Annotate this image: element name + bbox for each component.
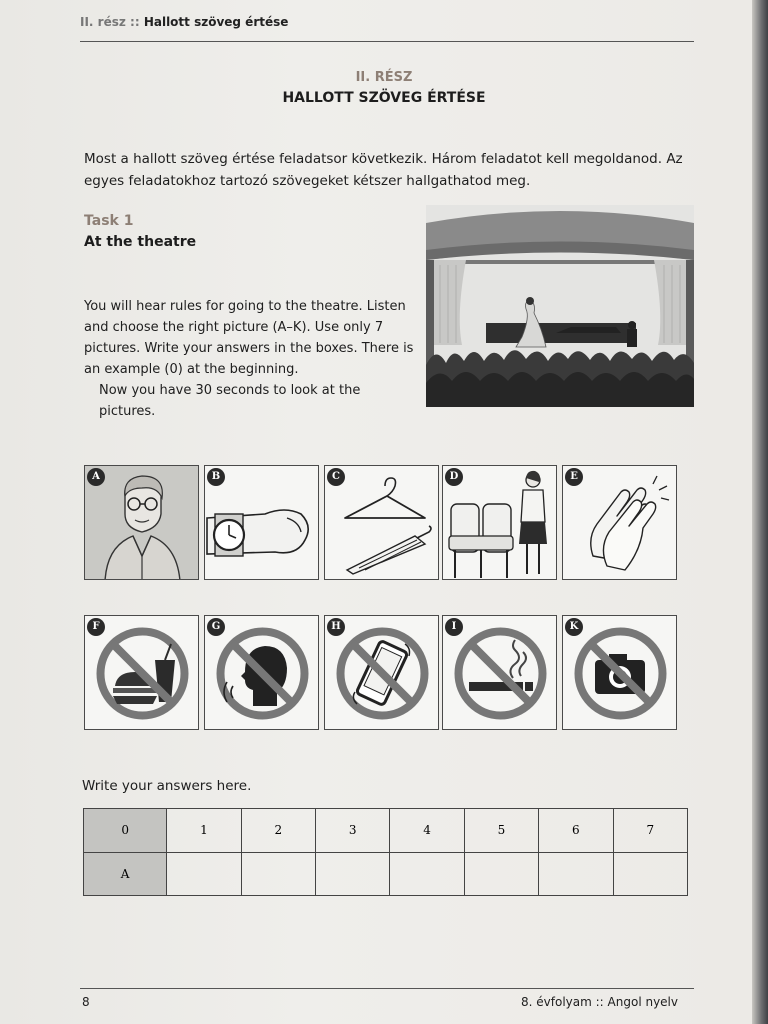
answer-numbers-row (84, 809, 688, 853)
answer-number-cell: 3 (316, 809, 390, 853)
theatre-illustration (426, 205, 694, 407)
footer-rule (80, 988, 694, 989)
picture-letter: D (445, 468, 463, 486)
header-title: Hallott szöveg értése (143, 15, 289, 29)
header-section: II. rész (80, 15, 126, 29)
picture-letter: H (327, 618, 345, 636)
task-title: At the theatre (84, 234, 197, 250)
part-title: HALLOTT SZÖVEG ÉRTÉSE (282, 90, 486, 106)
answer-number-cell: 1 (167, 809, 241, 853)
picture-letter: A (87, 468, 105, 486)
task-instructions (84, 296, 414, 422)
picture-letter: K (565, 618, 583, 636)
answer-example-cell: A (84, 852, 167, 896)
answers-prompt: Write your answers here. (82, 778, 252, 794)
answer-box[interactable] (316, 852, 390, 896)
answer-box[interactable] (167, 852, 241, 896)
picture-letter: C (327, 468, 345, 486)
picture-letter: G (207, 618, 225, 636)
answer-box[interactable] (613, 852, 687, 896)
picture-i (442, 615, 557, 730)
part-label: II. RÉSZ (355, 70, 413, 85)
picture-letter: F (87, 618, 105, 636)
answer-box[interactable] (241, 852, 315, 896)
picture-c (324, 465, 439, 580)
picture-letter: B (207, 468, 225, 486)
answer-table (83, 808, 688, 896)
picture-letter: E (565, 468, 583, 486)
footer-subject: 8. évfolyam :: Angol nyelv (521, 995, 678, 1009)
instructions-text: You will hear rules for going to the theatre. Listen and choose the right picture (A–K). Use only 7 pictures. Write your answers in the boxes. There is an example (0) at the beginning. (84, 299, 414, 377)
picture-b (204, 465, 319, 580)
answer-number-cell: 4 (390, 809, 464, 853)
answer-box[interactable] (390, 852, 464, 896)
picture-letter: I (445, 618, 463, 636)
intro-text: Most a hallott szöveg értése feladatsor következik. Három feladatot kell megoldanod. Az egyes feladatokhoz tartozó szövegeket kétszer hallgathatod meg. (84, 151, 683, 189)
picture-k (562, 615, 677, 730)
picture-e (562, 465, 677, 580)
answer-box[interactable] (464, 852, 538, 896)
page-number: 8 (82, 995, 90, 1009)
picture-f (84, 615, 199, 730)
answer-number-cell: 5 (464, 809, 538, 853)
picture-h (324, 615, 439, 730)
page-edge (752, 0, 768, 1024)
answer-number-cell: 6 (539, 809, 613, 853)
answer-boxes-row (84, 852, 688, 896)
answer-number-cell: 7 (613, 809, 687, 853)
answer-box[interactable] (539, 852, 613, 896)
answer-number-cell: 0 (84, 809, 167, 853)
task-number: Task 1 (84, 213, 134, 229)
header-rule (80, 41, 694, 42)
picture-d (442, 465, 557, 580)
picture-g (204, 615, 319, 730)
running-header (80, 15, 288, 29)
time-note: Now you have 30 seconds to look at the pictures. (99, 383, 361, 419)
picture-a (84, 465, 199, 580)
header-separator: :: (125, 15, 144, 29)
answer-number-cell: 2 (241, 809, 315, 853)
